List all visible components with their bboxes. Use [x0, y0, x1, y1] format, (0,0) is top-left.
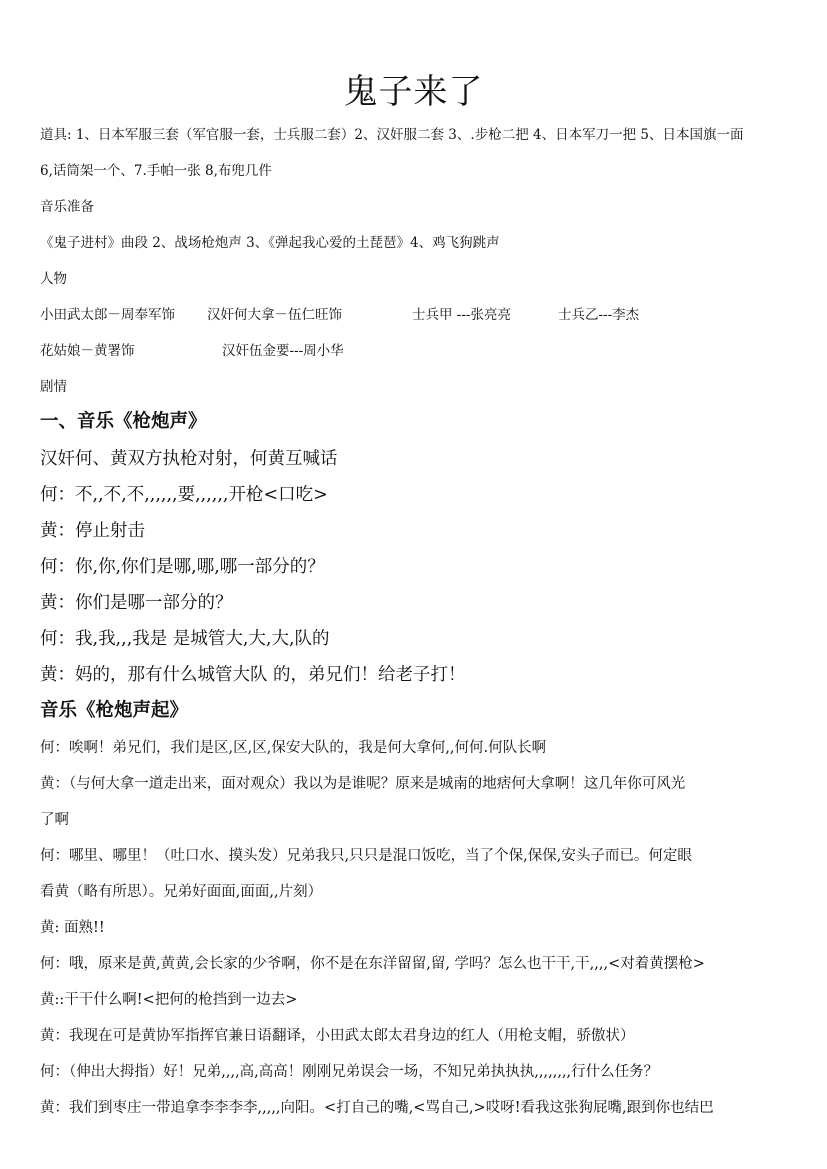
dialogue-line: 何：哪里、哪里！（吐口水、摸头发）兄弟我只,只只是混口饭吃，当了个保,保保,安头子而已。何定眼 [40, 848, 692, 864]
dialogue-line: 黄::干干什么啊!<把何的枪挡到一边去> [40, 992, 298, 1008]
cast-item: 汉奸伍金要---周小华 [222, 343, 344, 359]
characters-heading: 人物 [40, 271, 67, 287]
script-line: 汉奸何、黄双方执枪对射，何黄互喊话 [40, 449, 338, 469]
cast-item: 花姑娘－黄署饰 [40, 343, 135, 359]
music-prep-list: 《鬼子进村》曲段 2、战场枪炮声 3、《弹起我心爱的土琵琶》4、鸡飞狗跳声 [40, 235, 500, 251]
script-line: 何：你,你,你们是哪,哪,哪一部分的？ [40, 557, 325, 577]
cast-item: 小田武太郎－周奉军饰 [40, 307, 175, 323]
cast-item: 士兵甲 ---张亮亮 [412, 307, 511, 323]
props-line-1: 道具: 1、日本军服三套（军官服一套，士兵服二套）2、汉奸服二套 3、.步枪二把 4、日本军刀一把 5、日本国旗一面 [40, 127, 744, 143]
dialogue-line: 黄：（与何大拿一道走出来，面对观众）我以为是谁呢？原来是城南的地痞何大拿啊！这几年你可风光 [40, 776, 686, 792]
cast-row-1 [40, 305, 800, 325]
script-line: 黄：停止射击 [40, 521, 145, 541]
dialogue-line: 何：唉啊！弟兄们，我们是区,区,区,保安大队的，我是何大拿何,,何何.何队长啊 [40, 740, 547, 756]
script-line: 何：不,,不,不,,,,,,要,,,,,,开枪<口吃> [40, 485, 328, 505]
dialogue-line: 何：（伸出大拇指）好！兄弟,,,,高,高高！刚刚兄弟误会一场，不知兄弟执执执,,,,,,,,行什么任务？ [40, 1064, 659, 1080]
dialogue-line: 何：哦，原来是黄,黄黄,会长家的少爷啊，你不是在东洋留留,留, 学吗？怎么也干干,干,,,,<对着黄摆枪> [40, 956, 705, 972]
dialogue-line: 看黄（略有所思）。兄弟好面面,面面,,片刻） [40, 884, 323, 900]
props-line-2: 6,话筒架一个、7.手帕一张 8,布兜几件 [40, 163, 272, 179]
script-line: 何：我,我,,,我是 是城管大,大,大,队的 [40, 629, 330, 649]
dialogue-line: 黄: 面熟!! [40, 920, 105, 936]
section-2-heading: 音乐《枪炮声起》 [40, 700, 189, 721]
dialogue-line: 黄：我现在可是黄协军指挥官兼日语翻译，小田武太郎太君身边的红人（用枪支帽，骄傲状） [40, 1028, 635, 1044]
cast-item: 汉奸何大拿－伍仁旺饰 [207, 307, 342, 323]
music-prep-heading: 音乐准备 [40, 199, 94, 215]
dialogue-line: 了啊 [40, 812, 69, 828]
document-title: 鬼子来了 [343, 72, 484, 112]
script-line: 黄：妈的，那有什么城管大队 的，弟兄们！给老子打！ [40, 665, 466, 685]
section-1-heading: 一、音乐《枪炮声》 [40, 411, 207, 432]
cast-row-2 [40, 341, 800, 361]
dialogue-line: 黄：我们到枣庄一带追拿李李李李,,,,,向阳。<打自己的嘴,<骂自己,>哎呀!看我这张狗屁嘴,跟到你也结巴 [40, 1100, 714, 1116]
cast-item: 士兵乙---李杰 [558, 307, 640, 323]
plot-heading: 剧情 [40, 379, 67, 395]
script-line: 黄：你们是哪一部分的？ [40, 593, 233, 613]
